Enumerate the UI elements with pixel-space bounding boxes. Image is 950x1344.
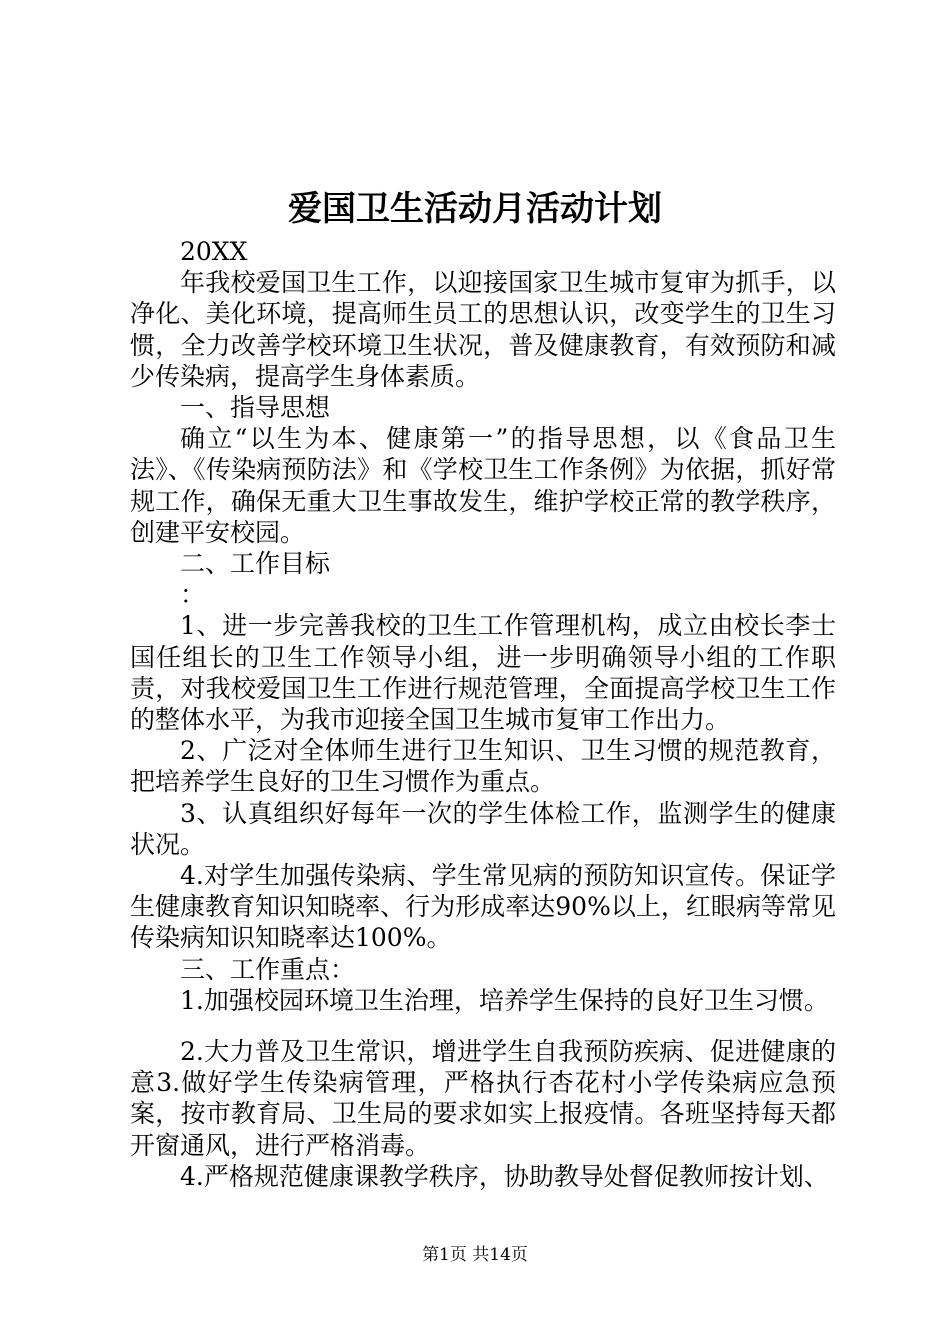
paragraph-intro: 年我校爱国卫生工作，以迎接国家卫生城市复审为抓手，以净化、美化环境，提高师生员工的思想认识，改变学生的卫生习惯，全力改善学校环境卫生状况，普及健康教育，有效预防和减少传染病，提高学生身体素质。 <box>130 268 836 391</box>
focus-item-2-3: 2.大力普及卫生常识，增进学生自我预防疾病、促进健康的意3.做好学生传染病管理，严格执行杏花村小学传染病应急预案，按市教育局、卫生局的要求如实上报疫情。各班坚持每天都开窗通风，进行严格消毒。 <box>130 1037 836 1160</box>
paragraph-year: 20XX <box>180 237 248 266</box>
focus-item-1: 1.加强校园环境卫生治理，培养学生保持的良好卫生习惯。 <box>180 985 829 1015</box>
goal-item-4: 4.对学生加强传染病、学生常见病的预防知识宣传。保证学生健康教育知识知晓率、行为形成率达90%以上，红眼病等常见传染病知识知晓率达100%。 <box>130 861 836 953</box>
paragraph-colon: ： <box>180 580 206 610</box>
section-heading-work-focus: 三、工作重点： <box>180 954 356 984</box>
document-body <box>130 236 836 1192</box>
section-heading-guiding-ideology: 一、指导思想 <box>180 393 331 423</box>
goal-item-2: 2、广泛对全体师生进行卫生知识、卫生习惯的规范教育，把培养学生良好的卫生习惯作为重点。 <box>130 736 836 797</box>
goal-item-3: 3、认真组织好每年一次的学生体检工作，监测学生的健康状况。 <box>130 798 836 859</box>
section-heading-work-goals: 二、工作目标 <box>180 549 331 579</box>
page-footer: 第1页 共14页 <box>422 1245 528 1265</box>
paragraph-guiding-ideology: 确立“以生为本、健康第一”的指导思想，以《食品卫生法》、《传染病预防法》和《学校卫生工作条例》为依据，抓好常规工作，确保无重大卫生事故发生，维护学校正常的教学秩序，创建平安校园。 <box>130 424 836 547</box>
focus-item-4: 4.严格规范健康课教学秩序，协助教导处督促教师按计划、 <box>180 1161 829 1191</box>
goal-item-1: 1、进一步完善我校的卫生工作管理机构，成立由校长李士国任组长的卫生工作领导小组，进一步明确领导小组的工作职责，对我校爱国卫生工作进行规范管理，全面提高学校卫生工作的整体水平，为我市迎接全国卫生城市复审工作出力。 <box>130 611 836 735</box>
document-title: 爱国卫生活动月活动计划 <box>288 189 662 229</box>
